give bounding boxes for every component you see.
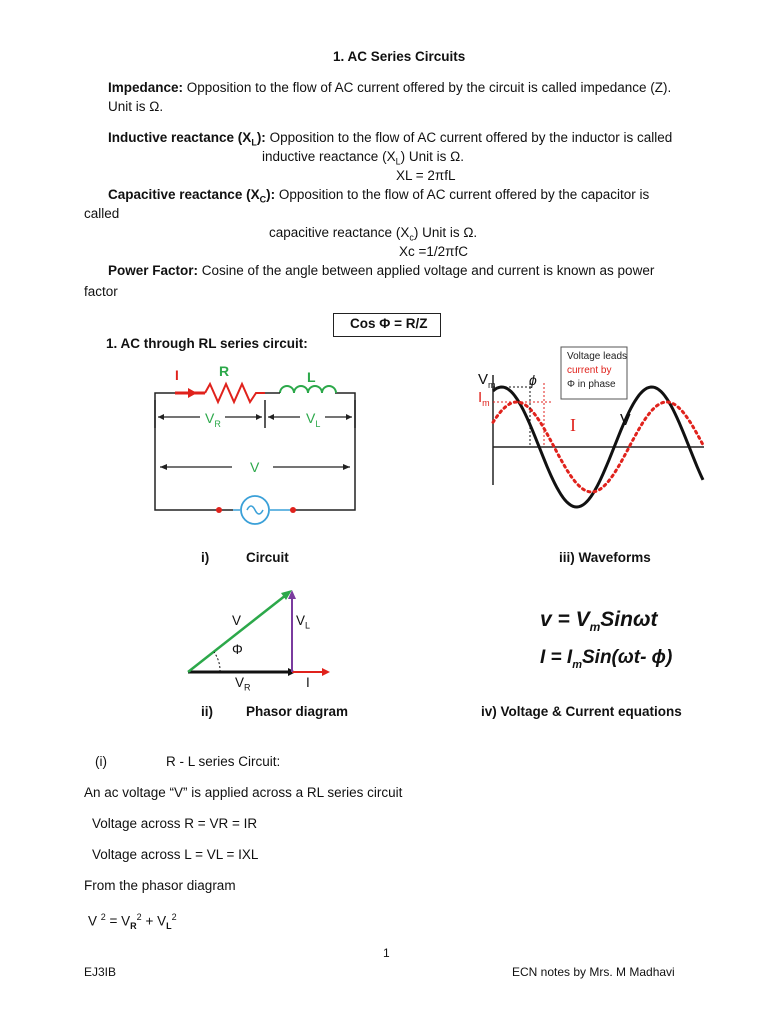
waveform-label-v: V — [620, 412, 631, 429]
eq-part: Sin(ωt- ɸ) — [582, 647, 673, 668]
v-arrowhead-left — [160, 464, 167, 470]
vr-arrowhead-right — [256, 414, 262, 420]
label-sub: R — [244, 682, 251, 693]
impedance-term: Impedance: — [108, 80, 184, 95]
circuit-label-v: V — [250, 459, 260, 475]
phasor-i-head — [322, 668, 330, 676]
term-part: ): — [266, 187, 276, 202]
section-heading-rl: 1. AC through RL series circuit: — [106, 336, 308, 351]
circuit-wire-right — [293, 393, 355, 510]
text-part: capacitive reactance (X — [269, 225, 410, 240]
term-sub: C — [259, 194, 267, 205]
waveform-label-phi: ϕ — [529, 372, 537, 388]
caption-circuit-num: i) — [201, 550, 210, 565]
label-sub: m — [482, 398, 490, 408]
power-factor-formula-box — [333, 313, 441, 337]
label-part: V — [478, 371, 489, 388]
body-paragraph-2: Voltage across R = VR = IR — [92, 816, 258, 831]
power-factor-text-2: factor — [84, 284, 118, 299]
caption-circuit: Circuit — [246, 550, 289, 565]
text-part: ) Unit is Ω. — [413, 225, 478, 240]
phasor-label-vl — [296, 613, 310, 634]
waveform-note-line2: current by — [567, 365, 612, 376]
label-sub: R — [214, 418, 221, 429]
inductive-reactance-formula: XL = 2πfL — [396, 168, 456, 183]
term-sub: L — [251, 137, 257, 148]
circuit-label-r: R — [219, 363, 230, 379]
footer-left: EJ3IB — [84, 965, 117, 979]
body-paragraph-4: From the phasor diagram — [84, 878, 236, 893]
waveform-note-line3: Φ in phase — [567, 379, 616, 390]
eq-sup: 2 — [171, 912, 177, 922]
label-sub: m — [488, 380, 496, 390]
inductive-reactance-definition — [108, 130, 672, 151]
label-part: V — [306, 410, 316, 426]
text-sub: c — [409, 232, 414, 243]
terminal-dot-right — [290, 507, 296, 513]
current-equation — [540, 646, 672, 677]
eq-part: V — [88, 913, 101, 929]
inductive-reactance-unit — [262, 149, 464, 170]
power-factor-formula: Cos Φ = R/Z — [350, 316, 428, 331]
caption-phasor: Phasor diagram — [246, 704, 349, 719]
text-part: inductive reactance (X — [262, 149, 396, 164]
current-arrow-head — [188, 388, 197, 398]
label-part: V — [205, 410, 215, 426]
capacitive-reactance-unit — [269, 225, 477, 246]
eq-sup: 2 — [100, 912, 106, 922]
terminal-dot-left — [216, 507, 222, 513]
phasor-label-i: I — [306, 675, 310, 690]
impedance-unit: Unit is Ω. — [108, 99, 164, 114]
phasor-label-vr — [235, 675, 251, 696]
resistor-symbol — [205, 384, 265, 402]
inductive-reactance-text: Opposition to the flow of AC current offered by the inductor is called — [265, 130, 673, 145]
ac-source-wave — [247, 506, 263, 514]
page-number: 1 — [383, 946, 390, 960]
capacitive-reactance-term — [108, 187, 276, 205]
voltage-equation — [540, 607, 657, 640]
body-paragraph-3: Voltage across L = VL = IXL — [92, 847, 259, 862]
phasor-label-v: V — [232, 613, 242, 628]
footer-right: ECN notes by Mrs. M Madhavi — [512, 965, 675, 979]
power-factor-term: Power Factor: — [108, 263, 199, 278]
capacitive-reactance-text: Opposition to the flow of AC current offered by the capacitor is — [275, 187, 650, 202]
body-paragraph-1: An ac voltage “V” is applied across a RL series circuit — [84, 785, 403, 800]
subsection-number: (i) — [95, 754, 107, 769]
phasor-angle-arc — [214, 652, 220, 672]
inductor-symbol — [280, 386, 336, 393]
eq-part: I = I — [540, 647, 573, 668]
circuit-label-vl — [306, 410, 320, 432]
impedance-text: Opposition to the flow of AC current offered by the circuit is called impedance (Z). — [183, 80, 672, 95]
label-part: I — [478, 389, 483, 406]
waveform-label-i: I — [570, 415, 576, 435]
term-part: Capacitive reactance (X — [108, 187, 260, 202]
capacitive-called: called — [84, 206, 120, 221]
label-sub: L — [315, 418, 321, 429]
eq-sub: R — [130, 921, 137, 932]
eq-part: = V — [105, 913, 131, 929]
caption-phasor-num: ii) — [201, 704, 213, 719]
eq-sup: 2 — [136, 912, 142, 922]
text-sub: L — [395, 156, 401, 167]
term-part: ): — [256, 130, 266, 145]
label-sub: L — [305, 620, 311, 631]
text-part: ) Unit is Ω. — [400, 149, 464, 164]
eq-sub: L — [166, 921, 172, 932]
label-part: V — [235, 675, 245, 690]
term-part: Inductive reactance (X — [108, 130, 252, 145]
vl-arrowhead-right — [346, 414, 352, 420]
eq-part: + V — [141, 913, 167, 929]
circuit-label-vr — [205, 410, 221, 432]
phasor-v — [188, 595, 286, 672]
power-factor-text: Cosine of the angle between applied voltage and current is known as power — [198, 263, 655, 278]
eq-sub: m — [572, 658, 582, 671]
circuit-label-l: L — [307, 369, 316, 385]
phasor-label-phi: Φ — [232, 642, 243, 657]
waveform-label-im — [478, 390, 490, 411]
impedance-definition — [108, 80, 671, 96]
caption-waveforms: iii) Waveforms — [559, 550, 651, 565]
page-title: 1. AC Series Circuits — [333, 49, 466, 64]
vl-arrowhead-left — [268, 414, 274, 420]
inductive-reactance-term — [108, 130, 266, 148]
subsection-title: R - L series Circuit: — [166, 754, 281, 769]
waveform-note-line1: Voltage leads — [567, 351, 628, 362]
label-part: V — [296, 613, 306, 628]
v-arrowhead-right — [343, 464, 350, 470]
eq-sub: m — [589, 620, 601, 635]
caption-equations: iv) Voltage & Current equations — [481, 704, 682, 719]
rl-circuit-diagram — [150, 360, 360, 530]
phasor-diagram — [180, 585, 340, 685]
circuit-wire-left — [155, 393, 233, 510]
eq-part: Sinωt — [600, 608, 658, 631]
circuit-label-i: I — [175, 368, 179, 383]
capacitive-reactance-definition — [108, 187, 649, 208]
vr-arrowhead-left — [158, 414, 164, 420]
body-equation-v2 — [88, 909, 177, 934]
capacitive-reactance-formula: Xc =1/2πfC — [399, 244, 468, 259]
eq-part: v = V — [540, 608, 590, 631]
power-factor-definition — [108, 263, 654, 279]
